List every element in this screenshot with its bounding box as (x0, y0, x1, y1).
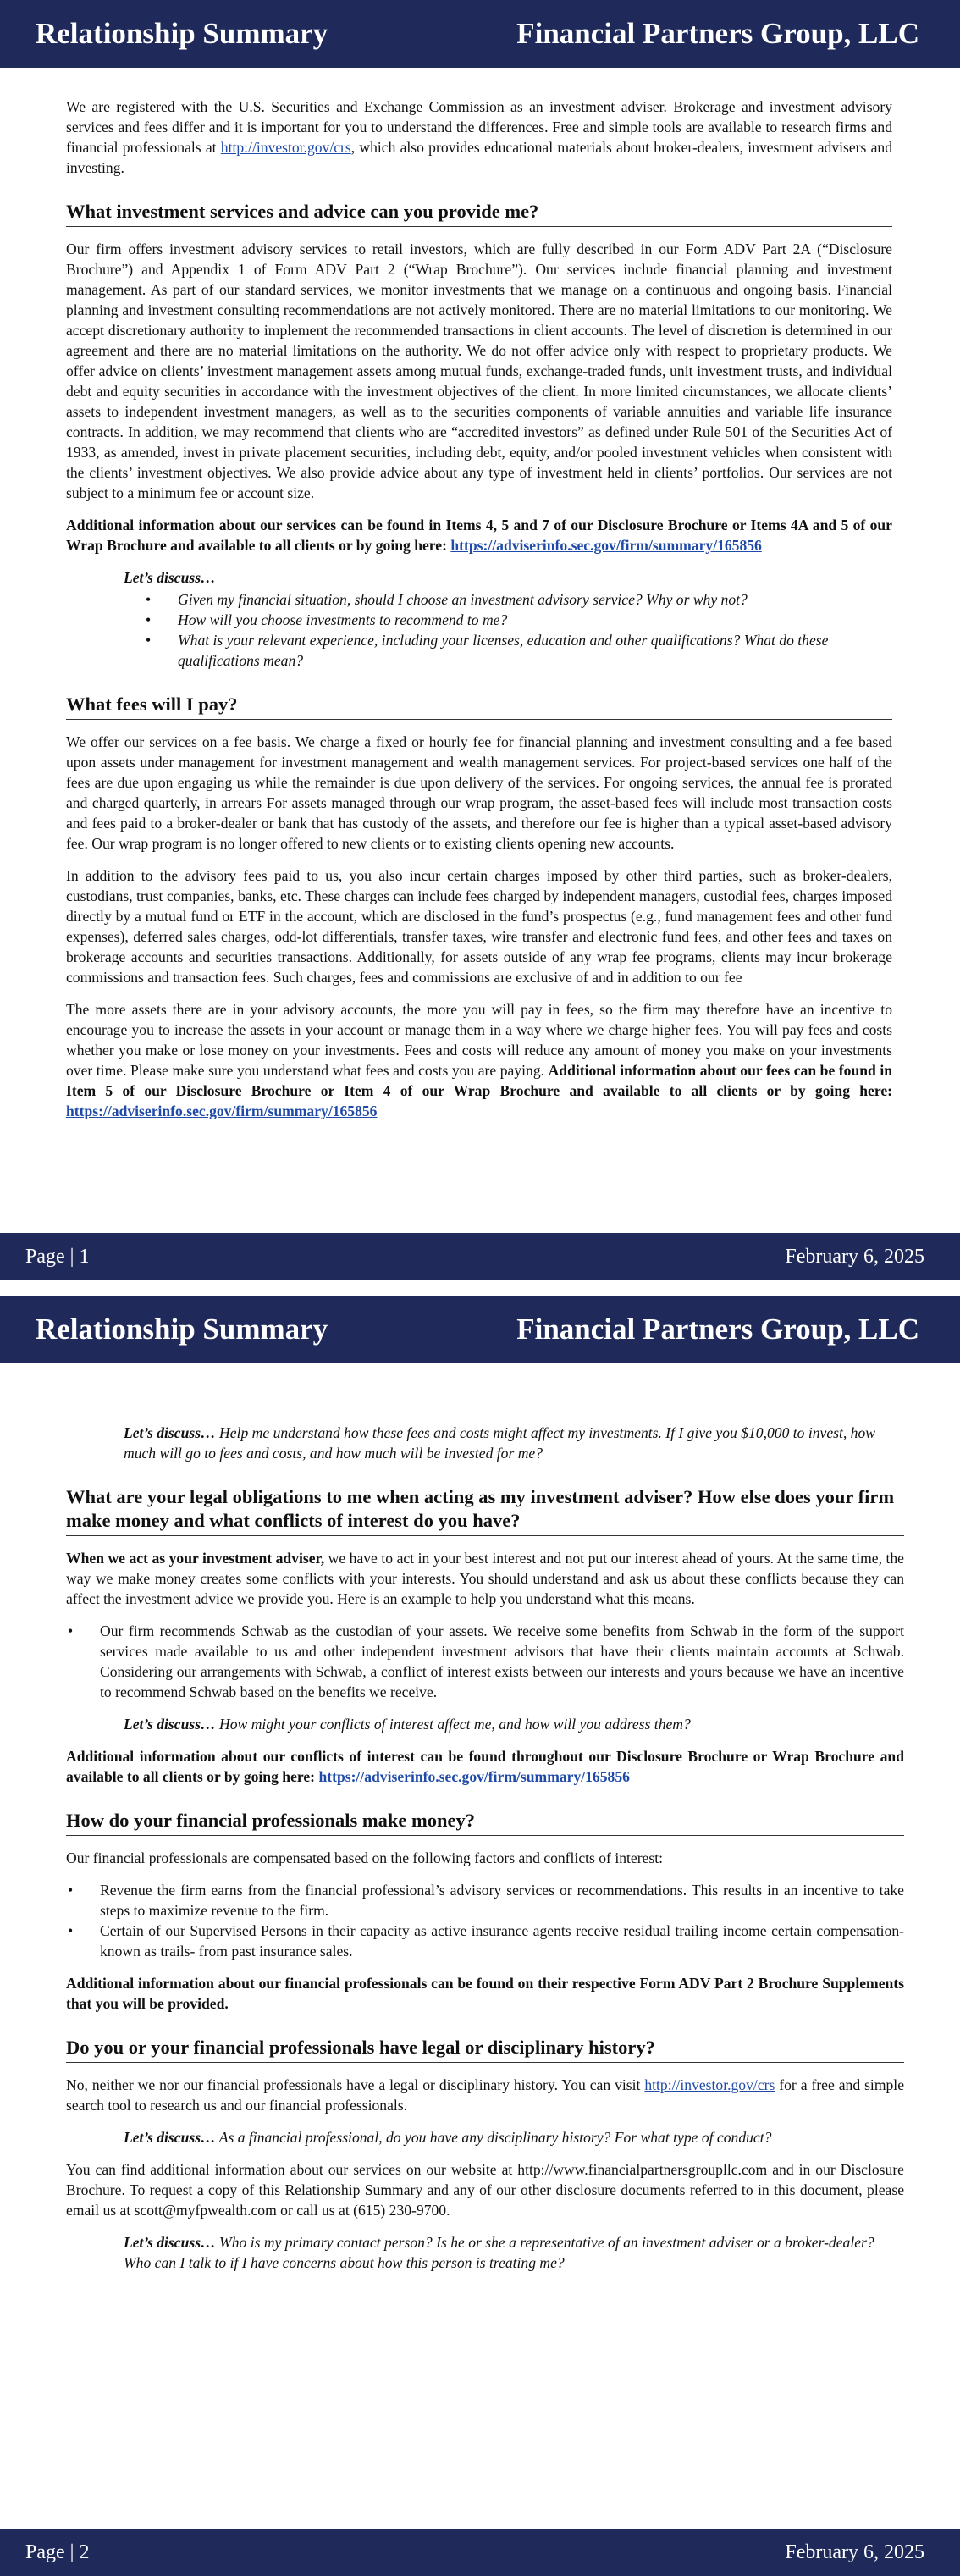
page-2 (0, 1296, 960, 2576)
discuss-question: • How will you choose investments to recommend to me? (178, 610, 892, 630)
investor-gov-link[interactable]: http://investor.gov/crs (644, 2076, 775, 2093)
discuss-question: • Given my financial situation, should I choose an investment advisory service? Why or why not? (178, 589, 892, 610)
money-paragraph: Our financial professionals are compensated based on the following factors and conflicts of interest: (66, 1849, 663, 1866)
lets-discuss-contact: Let’s discuss… Who is my primary contact person? Is he or she a representative of an investment adviser or a broker-dealer? Who can I talk to if I have concerns about how this person is treating me? (124, 2234, 874, 2271)
adviserinfo-link[interactable]: https://adviserinfo.sec.gov/firm/summary/165856 (450, 537, 762, 554)
lets-discuss-fees: Let’s discuss… Help me understand how these fees and costs might affect my investments. If I give you $10,000 to invest, how much will go to fees and costs, and how much will be invested for me? (124, 1424, 876, 1462)
page-header (0, 0, 960, 68)
page-footer (0, 1233, 960, 1280)
conflicts-additional-info: Additional information about our conflicts of interest can be found throughout our Disclosure Brochure or Wrap Brochure and available to all clients or by going here: https://adviserinfo.sec.gov/firm/summary/165856 (66, 1748, 904, 1785)
header-firm-name: Financial Partners Group, LLC (516, 1313, 919, 1346)
page-header (0, 1296, 960, 1363)
money-additional-info: Additional information about our financial professionals can be found on their respective Form ADV Part 2 Brochure Supplements that you will be provided. (66, 1975, 904, 2012)
header-title: Relationship Summary (36, 1313, 328, 1346)
adviserinfo-link[interactable]: https://adviserinfo.sec.gov/firm/summary/165856 (66, 1103, 378, 1119)
contact-paragraph: You can find additional information about our services on our website at http://www.financialpartnersgroupllc.com and in our Disclosure Brochure. To request a copy of this Relationship Summary and any of our other disclosure documents referred to in this document, please email us at scott@myfpwealth.com or call us at (615) 230-9700. (66, 2161, 904, 2219)
fees-additional-info: Additional information about our fees can be found in Item 5 of our Disclosure Brochure or Item 4 of our Wrap Brochure and available to all clients or by going here: (66, 1062, 893, 1099)
page-gap (0, 1280, 960, 1296)
heading-disciplinary-history: Do you or your financial professionals have legal or disciplinary history? (66, 2036, 904, 2063)
heading-fees: What fees will I pay? (66, 693, 892, 720)
services-paragraph: Our firm offers investment advisory services to retail investors, which are fully described in our Form ADV Part 2A (“Disclosure Brochure”) and Appendix 1 of Form ADV Part 2 (“Wrap Brochure”). Our services include financial planning and investment management. As part of our standard services, we monitor investments that we manage on a continuous and ongoing basis. Financial planning and investment consulting recommendations are not actively monitored. There are no material limitations to our monitoring. We accept discretionary authority to implement the recommended transactions in client accounts. The level of discretion is determined in our agreement and there are no material limitations on the authority. We do not offer advice only with respect to proprietary products. We offer advice on clients’ investment management assets among mutual funds, exchange-traded funds, unit investment trusts, and individual debt and equity securities in accordance with the investment objectives of the client. In more limited circumstances, we allocate clients’ assets to independent investment managers, as well as to the securities components of variable annuities and variable life insurance contracts. In addition, we may recommend that clients who are “accredited investors” as defined under Rule 501 of the Securities Act of 1933, as amended, invest in private placement securities, including debt, equity, and/or pooled investment vehicles when consistent with the clients’ investment objectives. We also provide advice about any type of investment held in clients’ portfolios. Our services are not subject to a minimum fee or account size. (66, 240, 892, 501)
page-2-content (66, 1423, 904, 2285)
page-1 (0, 0, 960, 1280)
header-title: Relationship Summary (36, 17, 328, 50)
footer-date: February 6, 2025 (785, 2540, 924, 2563)
legal-paragraph: When we act as your investment adviser, we have to act in your best interest and not put our interest ahead of yours. At the same time, the way we make money creates some conflicts with your interests. You should understand and ask us about these conflicts because they can affect the investment advice we provide you. Here is an example to help you understand what this means. (66, 1550, 904, 1607)
heading-legal-obligations: What are your legal obligations to me when acting as my investment adviser? How else does your firm make money and what conflicts of interest do you have? (66, 1485, 904, 1536)
discuss-questions-list (66, 589, 892, 671)
services-additional-info: Additional information about our services can be found in Items 4, 5 and 7 of our Disclosure Brochure or Items 4A and 5 of our Wrap Brochure and available to all clients or by going here: https://adviserinfo.sec.gov/firm/summary/165856 (66, 517, 892, 554)
list-item: • Revenue the firm earns from the financial professional’s advisory services or recommendations. This results in an incentive to take steps to maximize revenue to the firm. (100, 1880, 904, 1921)
fees-paragraph-1: We offer our services on a fee basis. We charge a fixed or hourly fee for financial planning and investment consulting and a fee based upon assets under management for investment management and wealth management services. For project-based services one half of the fees are due upon engaging us while the remainder is due upon delivery of the services. For ongoing services, the annual fee is prorated and charged quarterly, in arrears For assets managed through our wrap program, the asset-based fees will include most transaction costs and fees paid to a broker-dealer or bank that has custody of the assets, and therefore our fee is higher than a typical asset-based advisory fee. Our wrap program is no longer offered to new clients or to existing clients opening new accounts. (66, 733, 892, 852)
heading-professionals-money: How do your financial professionals make money? (66, 1809, 904, 1836)
footer-date: February 6, 2025 (785, 1245, 924, 1268)
list-item: • Certain of our Supervised Persons in their capacity as active insurance agents receive residual trailing income certain compensation- known as trails- from past insurance sales. (100, 1921, 904, 1961)
heading-services: What investment services and advice can you provide me? (66, 200, 892, 227)
page-1-content (66, 97, 892, 1133)
fees-paragraph-3: The more assets there are in your advisory accounts, the more you will pay in fees, so the firm may therefore have an incentive to encourage you to increase the assets in your account or manage them in a way where we charge higher fees. You will pay fees and costs whether you make or lose money on your investments. Fees and costs will reduce any amount of money you make on your investments over time. Please make sure you understand what fees and costs you are paying. Additional information about our fees can be found in Item 5 of our Disclosure Brochure or Item 4 of our Wrap Brochure and available to all clients or by going here: https://adviserinfo.sec.gov/firm/summary/165856 (66, 1001, 893, 1119)
lets-discuss-conflicts: Let’s discuss… How might your conflicts of interest affect me, and how will you address them? (124, 1716, 691, 1733)
compensation-list (66, 1880, 904, 1961)
intro-paragraph: We are registered with the U.S. Securities and Exchange Commission as an investment adviser. Brokerage and investment advisory services and fees differ and it is important for you to understand the differences. Free and simple tools are available to research firms and financial professionals at http://investor.gov/crs, which also provides educational materials about broker-dealers, investment advisers and investing. (66, 98, 892, 176)
page-number: Page | 2 (25, 2540, 90, 2563)
page-footer (0, 2529, 960, 2576)
history-paragraph: No, neither we nor our financial professionals have a legal or disciplinary history. You can visit http://investor.gov/crs for a free and simple search tool to research us and our financial professionals. (66, 2076, 905, 2114)
list-item: • Our firm recommends Schwab as the custodian of your assets. We receive some benefits from Schwab in the form of the support services made available to us and other independent investment advisors that have their clients maintain accounts at Schwab. Considering our arrangements with Schwab, a conflict of interest exists between our interests and yours because we have an incentive to recommend Schwab based on the benefits we receive. (100, 1621, 904, 1702)
page-number: Page | 1 (25, 1245, 90, 1268)
lets-discuss-label: Let’s discuss… (124, 569, 216, 586)
investor-gov-link[interactable]: http://investor.gov/crs (220, 139, 351, 156)
adviserinfo-link[interactable]: https://adviserinfo.sec.gov/firm/summary/165856 (318, 1768, 630, 1785)
header-firm-name: Financial Partners Group, LLC (516, 17, 919, 50)
lets-discuss-history: Let’s discuss… As a financial professional, do you have any disciplinary history? For what type of conduct? (124, 2129, 772, 2146)
discuss-question: • What is your relevant experience, including your licenses, education and other qualifications? What do these qualifications mean? (178, 630, 892, 671)
fees-paragraph-2: In addition to the advisory fees paid to us, you also incur certain charges imposed by other third parties, such as broker-dealers, custodians, trust companies, banks, etc. These charges can include fees charged by independent managers, custodial fees, charges imposed directly by a mutual fund or ETF in the account, which are disclosed in the fund’s prospectus (e.g., fund management fees and other fund expenses), deferred sales charges, odd-lot differentials, transfer taxes, wire transfer and electronic fund fees, and other fees and taxes on brokerage accounts and securities transactions. Additionally, for assets outside of any wrap fee programs, clients may incur brokerage commissions and transaction fees. Such charges, fees and commissions are exclusive of and in addition to our fee (66, 867, 892, 986)
conflicts-list (66, 1621, 904, 1702)
